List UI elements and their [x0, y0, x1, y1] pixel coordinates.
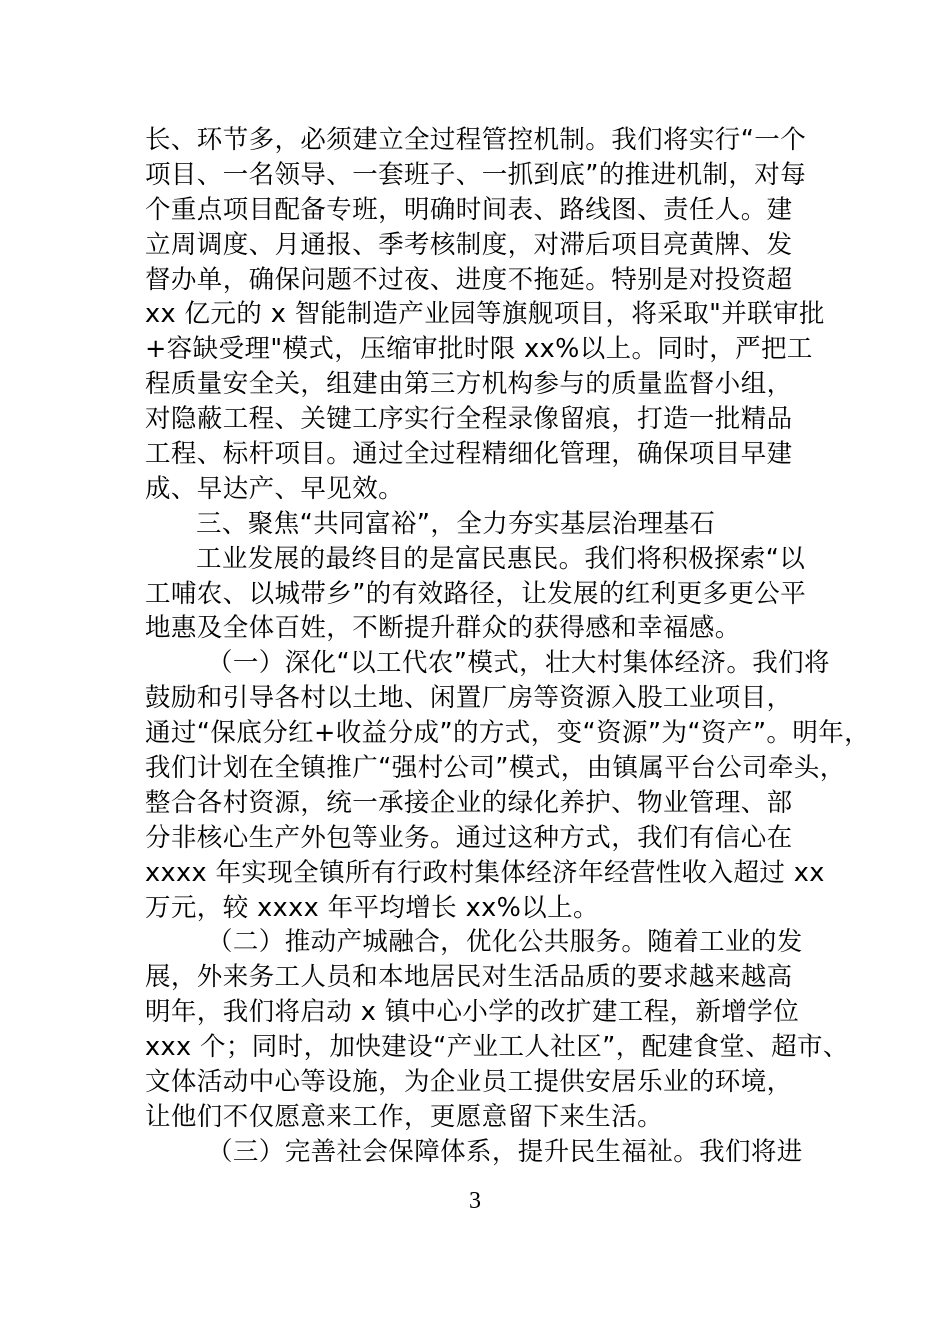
section-heading: 三、聚焦“共同富裕”，全力夯实基层治理基石 — [196, 508, 716, 539]
page-number: 3 — [469, 1188, 481, 1214]
document-body — [145, 123, 871, 1170]
paragraph-line: 地惠及全体百姓，不断提升群众的获得感和幸福感。 — [145, 613, 741, 644]
subsection-heading-line: （二）推动产城融合，优化公共服务。随着工业的发 — [207, 927, 803, 958]
paragraph-line: 分非核心生产外包等业务。通过这种方式，我们有信心在 — [145, 822, 793, 853]
paragraph-line: 成、早达产、早见效。 — [145, 473, 405, 504]
paragraph-line: xxx 个；同时，加快建设“产业工人社区”，配建食堂、超市、 — [145, 1032, 849, 1063]
paragraph-line: +容缺受理"模式，压缩审批时限 xx%以上。同时，严把工 — [145, 334, 813, 365]
paragraph-line: xx 亿元的 x 智能制造产业园等旗舰项目，将采取"并联审批 — [145, 299, 825, 330]
paragraph-line: 明年，我们将启动 x 镇中心小学的改扩建工程，新增学位 — [145, 997, 800, 1028]
paragraph-line: 工业发展的最终目的是富民惠民。我们将积极探索“以 — [196, 543, 806, 574]
paragraph-line: 对隐蔽工程、关键工序实行全程录像留痕，打造一批精品 — [145, 404, 793, 435]
paragraph-line: 整合各村资源，统一承接企业的绿化养护、物业管理、部 — [145, 787, 793, 818]
paragraph-line: 文体活动中心等设施，为企业员工提供安居乐业的环境， — [145, 1067, 793, 1098]
paragraph-line: 通过“保底分红+收益分成”的方式，变“资源”为“资产”。明年， — [145, 718, 871, 749]
subsection-heading-line: （一）深化“以工代农”模式，壮大村集体经济。我们将 — [207, 648, 830, 679]
paragraph-line: 工程、标杆项目。通过全过程精细化管理，确保项目早建 — [145, 439, 793, 470]
paragraph-line: 立周调度、月通报、季考核制度，对滞后项目亮黄牌、发 — [145, 229, 793, 260]
paragraph-line: 让他们不仅愿意来工作，更愿意留下来生活。 — [145, 1101, 664, 1132]
paragraph-line: 程质量安全关，组建由第三方机构参与的质量监督小组， — [145, 369, 793, 400]
subsection-heading-line: （三）完善社会保障体系，提升民生福祉。我们将进 — [207, 1136, 803, 1167]
paragraph-line: 督办单，确保问题不过夜、进度不拖延。特别是对投资超 — [145, 264, 793, 295]
paragraph-line: 鼓励和引导各村以土地、闲置厂房等资源入股工业项目， — [145, 683, 793, 714]
paragraph-line: 工哺农、以城带乡”的有效路径，让发展的红利更多更公平 — [145, 578, 807, 609]
paragraph-line: xxxx 年实现全镇所有行政村集体经济年经营性收入超过 xx — [145, 857, 825, 888]
paragraph-line: 个重点项目配备专班，明确时间表、路线图、责任人。建 — [145, 194, 793, 225]
paragraph-line: 展，外来务工人员和本地居民对生活品质的要求越来越高 — [145, 962, 793, 993]
paragraph-line: 我们计划在全镇推广“强村公司”模式，由镇属平台公司牵头， — [145, 753, 846, 784]
paragraph-line: 万元，较 xxxx 年平均增长 xx%以上。 — [145, 892, 599, 923]
paragraph-line: 项目、一名领导、一套班子、一抓到底”的推进机制，对每 — [145, 159, 807, 190]
paragraph-line: 长、环节多，必须建立全过程管控机制。我们将实行“一个 — [145, 125, 807, 155]
